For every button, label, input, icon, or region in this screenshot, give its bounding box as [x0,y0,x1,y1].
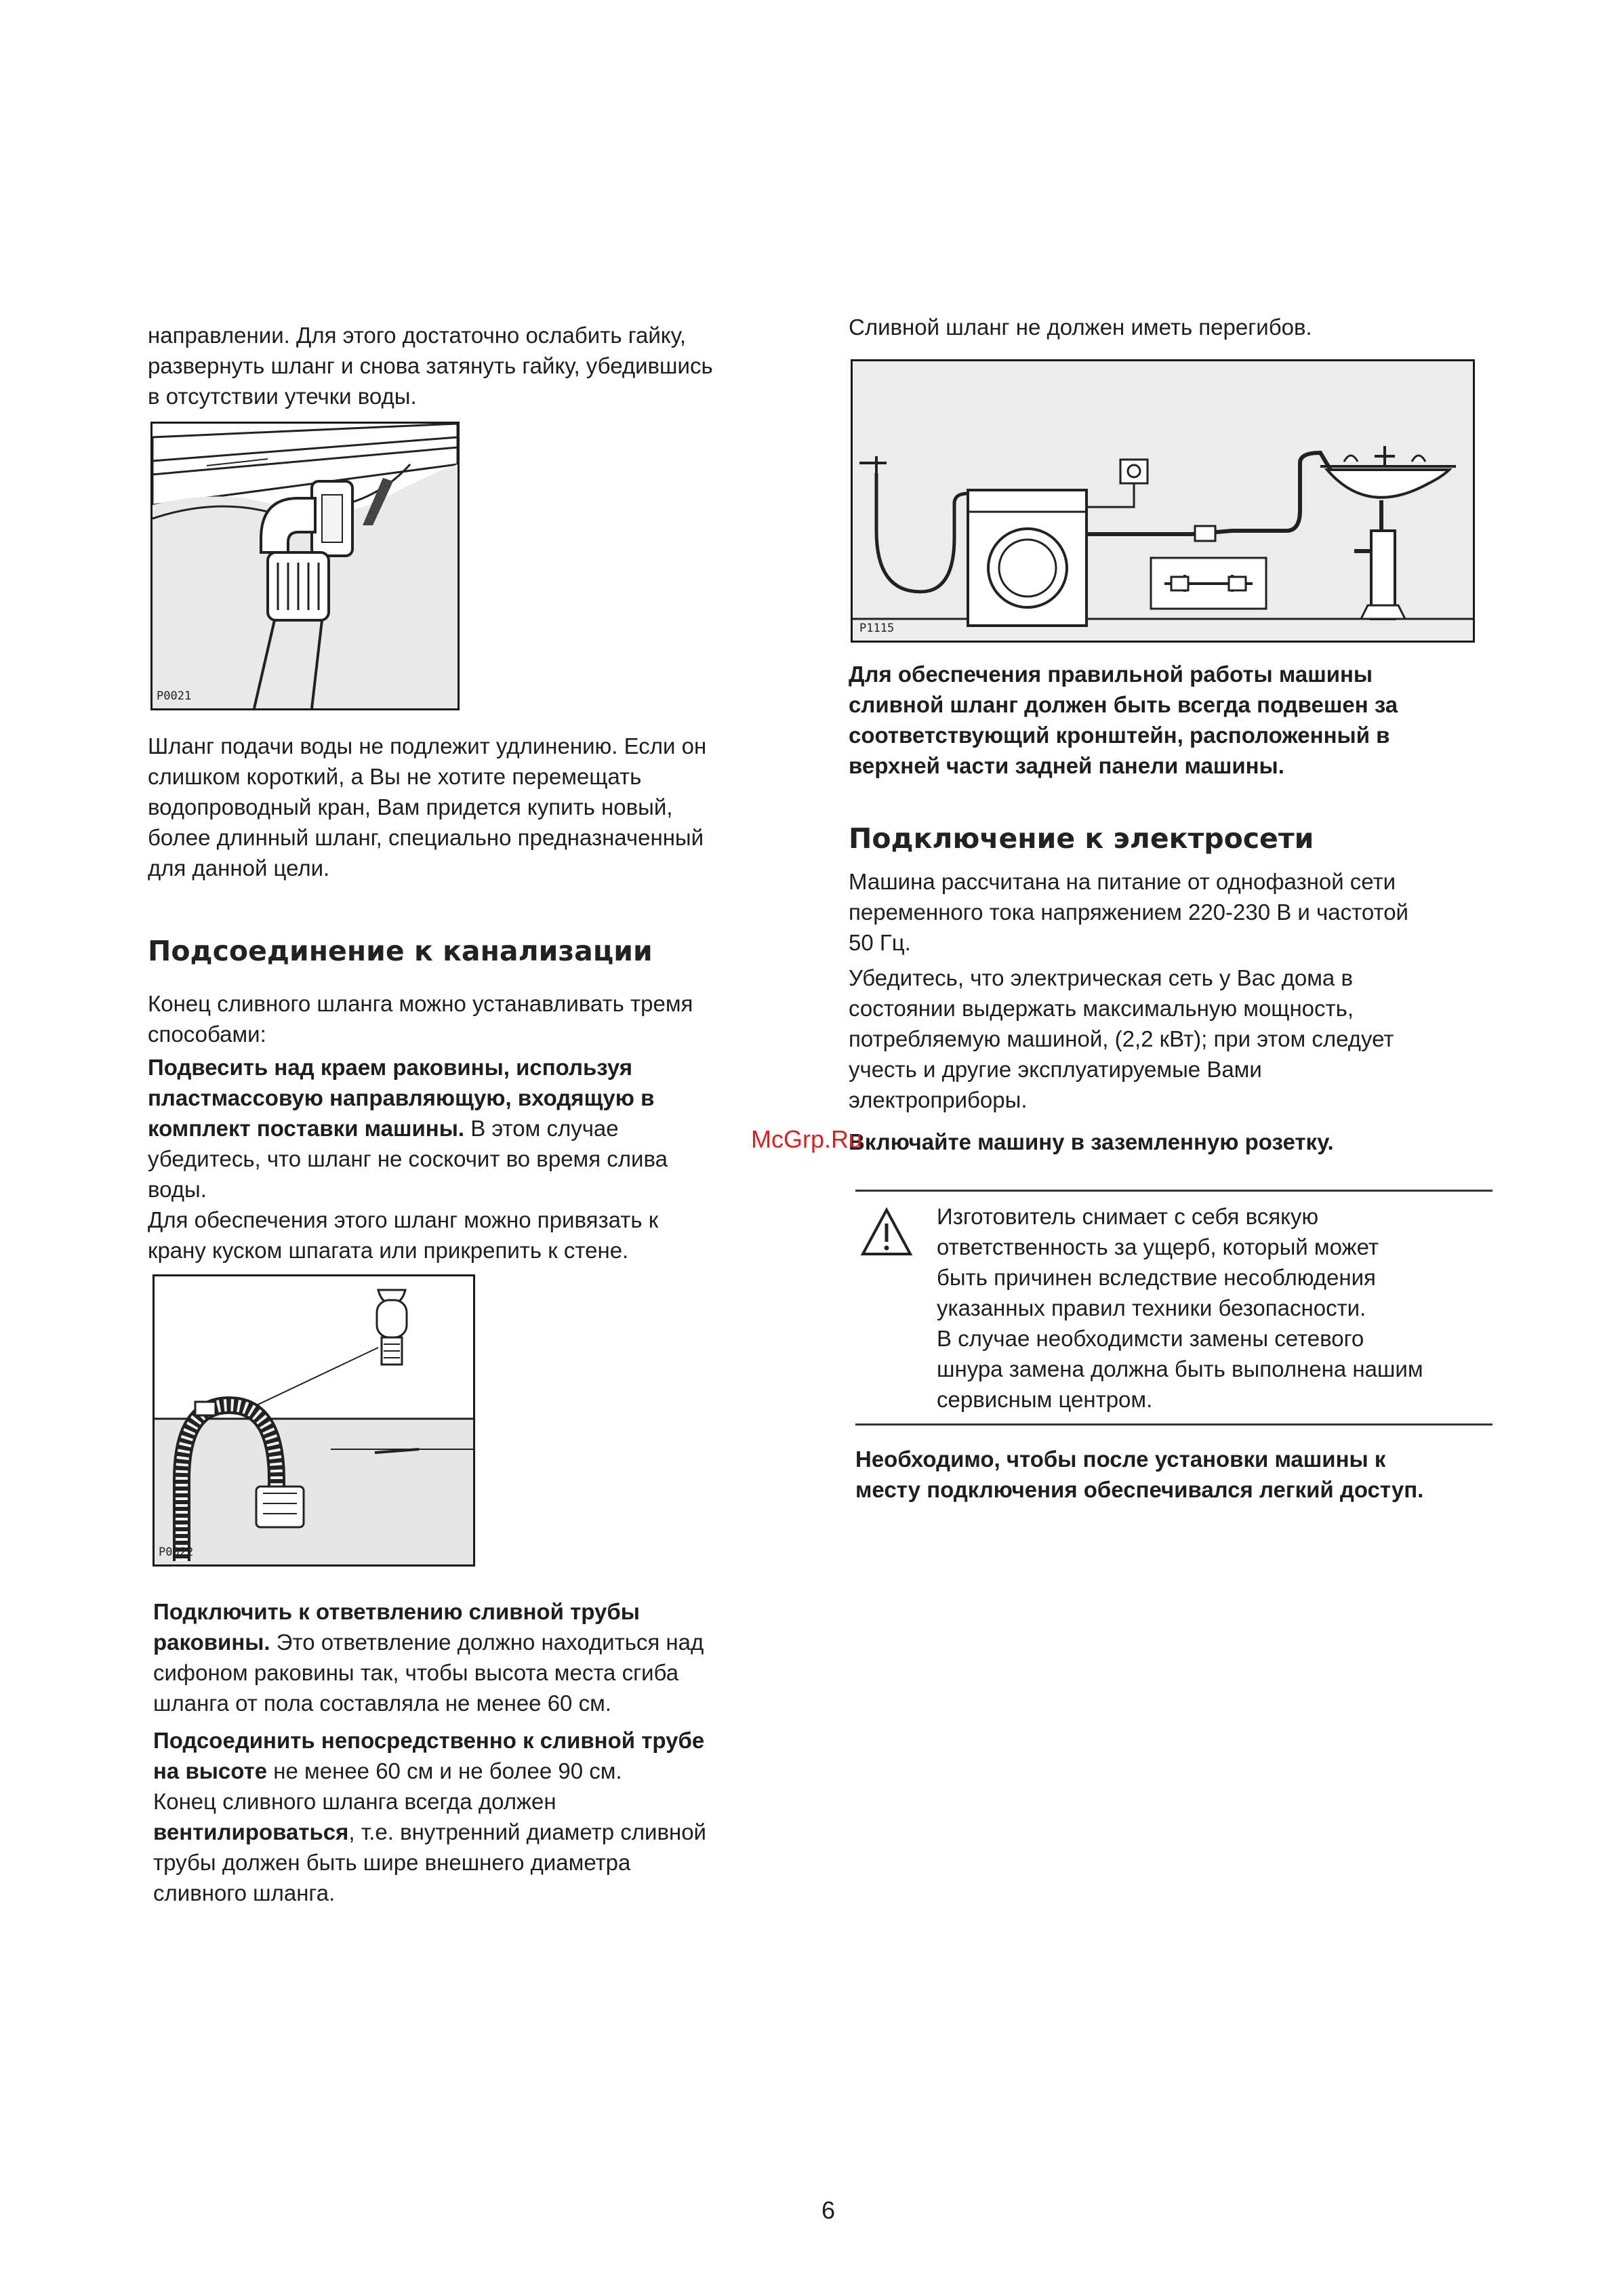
sewer-ways-intro: Конец сливного шланга можно устанавливать тремя способами: [148,991,693,1047]
way-2-paragraph: Подключить к ответвлению сливной трубы раковины. Это ответвление должно находиться над сифоном раковины так, чтобы высота места сгиба шланга от пола составляла не менее 60 см. [153,1599,704,1716]
no-kinks-text: Сливной шланг не должен иметь перегибов. [849,315,1312,340]
figure-sink-hanging [153,1274,475,1567]
power-paragraph: Машина рассчитана на питание от однофазной сети переменного тока напряжением 220-230 В и частотой 50 Гц. [849,869,1408,955]
figure-2-label: P0022 [159,1545,194,1559]
capacity-paragraph: Убедитесь, что электрическая сеть у Вас дома в состоянии выдержать максимальную мощность, потребляемую машиной, (2,2 кВт); при этом следует учесть и другие эксплуатируемые Вами электроприборы. [849,965,1394,1112]
figure-drain-layout [851,359,1475,643]
grounding-text: Включайте машину в заземленную розетку. [849,1129,1334,1154]
watermark: McGrp.Ru [751,1125,863,1153]
warning-text: Изготовитель снимает с себя всякую ответственность за ущерб, который может быть причинен вследствие несоблюдения указанных правил техники безопасности. В случае необходимсти замены сетевого шнура замена должна быть выполнена нашим сервисным центром. [937,1204,1423,1412]
figure-hose-connection [150,422,460,710]
page-number: 6 [821,2196,836,2224]
bracket-paragraph: Для обеспечения правильной работы машины сливной шланг должен быть всегда подвешен за соответствующий кронштейн, расположенный в верхней части задней панели машины. [849,662,1398,778]
hose-length-paragraph: Шланг подачи воды не подлежит удлинению. Если он слишком короткий, а Вы не хотите перемещать водопроводный кран, Вам придется купить новый, более длинный шланг, специально предназначенный для данной цели. [148,733,707,881]
warning-top-rule [855,1190,1493,1192]
figure-3-label: P1115 [859,622,895,635]
sink-hanging-illustration [155,1276,473,1564]
access-paragraph: Необходимо, чтобы после установки машины к месту подключения обеспечивался легкий доступ. [855,1447,1424,1502]
sewer-connection-heading: Подсоединение к канализации [148,935,653,967]
way-3-paragraph: Подсоединить непосредственно к сливной трубе на высоте не менее 60 см и не более 90 см. Конец сливного шланга всегда должен вентилироваться, т.е. внутренний диаметр сливной трубы должен быть шире внешнего диаметра сливного шланга. [153,1728,706,1905]
electric-connection-heading: Подключение к электросети [849,822,1314,855]
drain-layout-illustration [853,361,1473,641]
warning-bottom-rule [855,1423,1493,1426]
figure-1-label: P0021 [157,689,192,703]
way-1-paragraph: Подвесить над краем раковины, используя пластмассовую направляющую, входящую в комплект поставки машины. В этом случае убедитесь, что шланг не соскочит во время слива воды. Для обеспечения этого шланг можно привязать к крану куском шпагата или прикрепить к стене. [148,1055,668,1263]
warning-triangle-icon [859,1207,914,1257]
intro-paragraph: направлении. Для этого достаточно ослабить гайку, развернуть шланг и снова затянуть гайку, убедившись в отсутствии утечки воды. [148,323,713,409]
hose-connection-illustration [153,424,458,708]
